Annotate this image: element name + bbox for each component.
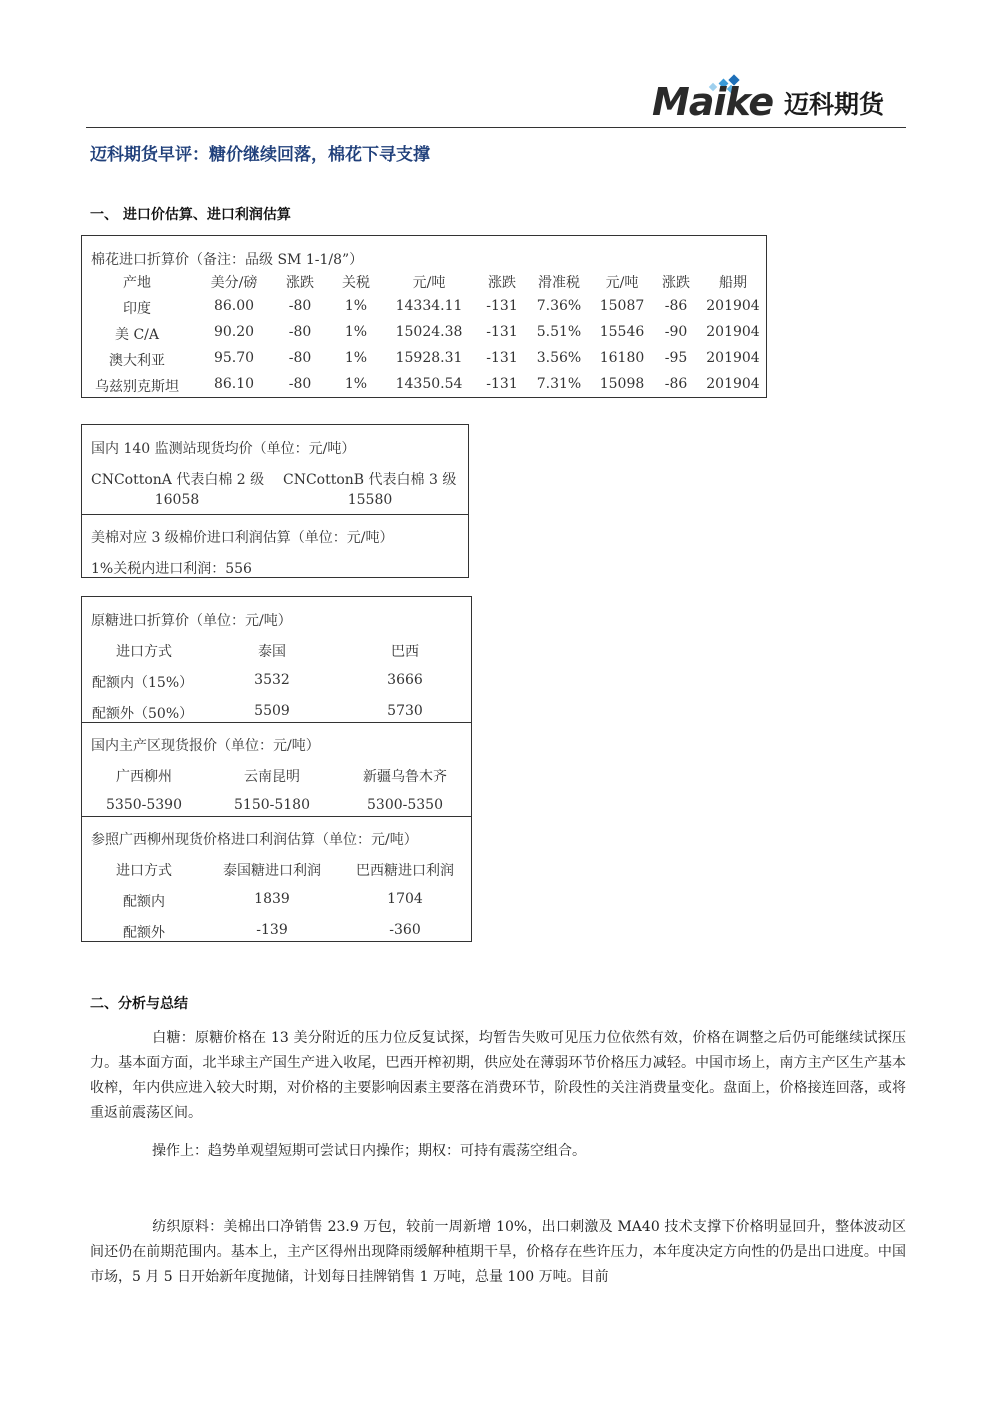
sugar-spot-region: 广西柳州 (116, 769, 172, 785)
cncotton-b-label: CNCottonB 代表白棉 3 级 (283, 472, 457, 488)
cotton-origin-cell: 澳大利亚 (109, 353, 165, 369)
domestic-cotton-table (81, 424, 469, 578)
cotton-import-cell: 1% (344, 298, 368, 314)
cotton-import-cell: 201904 (706, 376, 760, 392)
cotton-import-cell: 14350.54 (395, 376, 463, 392)
sugar-import-header: 巴西 (391, 644, 419, 660)
cotton-import-cell: 95.70 (213, 350, 255, 366)
cotton-analysis-text: 纺织原料：美棉出口净销售 23.9 万包，较前一周新增 10%，出口刺激及 MA40 技术支撑下价格明显回升，整体波动区间还仍在前期范围内。基本上，主产区得州出现降雨缓解种植期干旱，价格存在些许压力，本年度决定方向性的仍是出口进度。中国市场，5 月 5 日开始新年度抛储，计划每日挂牌销售 1 万吨，总量 100 万吨。目前 (90, 1219, 906, 1285)
sugar-profit-value: -360 (389, 922, 421, 938)
cotton-import-caption: 棉花进口折算价（备注：品级 SM 1-1/8”） (91, 252, 364, 268)
cotton-import-cell: 201904 (706, 324, 760, 340)
cotton-profit-text: 1%关税内进口利润：556 (91, 561, 252, 577)
sugar-operation-paragraph (90, 1139, 906, 1164)
cotton-import-header: 涨跌 (286, 275, 314, 291)
cotton-import-cell: -80 (288, 298, 312, 314)
cotton-import-cell: 7.36% (536, 298, 582, 314)
table-divider (82, 816, 471, 817)
cotton-import-cell: -86 (664, 376, 688, 392)
sugar-profit-caption: 参照广西柳州现货价格进口利润估算（单位：元/吨） (91, 832, 418, 848)
cotton-import-header: 美分/磅 (210, 275, 258, 291)
cotton-analysis-paragraph (90, 1215, 906, 1290)
cotton-import-cell: -131 (486, 376, 518, 392)
sugar-profit-value: 1704 (387, 891, 423, 907)
cotton-import-cell: 7.31% (536, 376, 582, 392)
cotton-import-cell: 1% (344, 324, 368, 340)
document-title: 迈科期货早评：糖价继续回落，棉花下寻支撑 (90, 145, 430, 165)
cotton-import-cell: -95 (664, 350, 688, 366)
sugar-profit-header: 进口方式 (116, 863, 172, 879)
sugar-import-value: 3666 (387, 672, 423, 688)
cotton-import-cell: 201904 (706, 298, 760, 314)
cotton-import-header: 船期 (719, 275, 747, 291)
cotton-origin-cell: 乌兹别克斯坦 (95, 379, 179, 395)
sugar-import-header: 泰国 (258, 644, 286, 660)
table-divider (82, 722, 471, 723)
logo-text-en: Maike (652, 80, 774, 124)
cncotton-b-value: 15580 (347, 492, 393, 508)
cotton-import-cell: -86 (664, 298, 688, 314)
sugar-spot-price: 5150-5180 (234, 797, 310, 813)
cotton-import-cell: -131 (486, 324, 518, 340)
sugar-analysis-paragraph (90, 1026, 906, 1126)
sugar-spot-price: 5350-5390 (106, 797, 182, 813)
company-logo (652, 82, 902, 124)
cotton-import-header: 涨跌 (488, 275, 516, 291)
sugar-profit-value: -139 (256, 922, 288, 938)
sugar-import-value: 3532 (254, 672, 290, 688)
cotton-import-cell: 3.56% (536, 350, 582, 366)
cotton-import-cell: 1% (344, 376, 368, 392)
sugar-operation-text: 操作上：趋势单观望短期可尝试日内操作；期权：可持有震荡空组合。 (152, 1143, 586, 1159)
cotton-import-cell: -90 (664, 324, 688, 340)
cotton-import-header: 滑准税 (538, 275, 580, 291)
cotton-origin-cell: 美 C/A (115, 327, 159, 343)
cotton-import-cell: -80 (288, 376, 312, 392)
sugar-import-value: 5730 (387, 703, 423, 719)
cotton-import-cell: -80 (288, 324, 312, 340)
cotton-import-cell: 15928.31 (395, 350, 463, 366)
cotton-import-cell: 5.51% (536, 324, 582, 340)
cotton-import-cell: -131 (486, 298, 518, 314)
cotton-import-header: 元/吨 (605, 275, 639, 291)
sugar-spot-caption: 国内主产区现货报价（单位：元/吨） (91, 738, 320, 754)
cotton-profit-caption: 美棉对应 3 级棉价进口利润估算（单位：元/吨） (91, 530, 394, 546)
cotton-import-cell: -131 (486, 350, 518, 366)
cotton-import-cell: 14334.11 (395, 298, 463, 314)
cotton-import-cell: 201904 (706, 350, 760, 366)
sugar-analysis-text: 白糖：原糖价格在 13 美分附近的压力位反复试探，均暂告失败可见压力位依然有效，价格在调整之后仍可能继续试探压力。基本面方面，北半球主产国生产进入收尾，巴西开榨初期，供应处在薄弱环节价格压力减轻。中国市场上，南方主产区生产基本收榨，年内供应进入较大时期，对价格的主要影响因素主要落在消费环节，阶段性的关注消费量变化。盘面上，价格接连回落，或将重返前震荡区间。 (90, 1030, 906, 1121)
cotton-import-table (81, 235, 767, 398)
sugar-table (81, 596, 472, 942)
section-1-heading: 一、 进口价估算、进口利润估算 (90, 207, 291, 223)
cotton-import-header: 元/吨 (412, 275, 446, 291)
sugar-import-header: 进口方式 (116, 644, 172, 660)
domestic-cotton-caption: 国内 140 监测站现货均价（单位：元/吨） (91, 441, 356, 457)
cotton-import-cell: 15087 (599, 298, 645, 314)
cotton-import-cell: 15546 (599, 324, 645, 340)
cotton-import-cell: 15098 (599, 376, 645, 392)
cotton-import-cell: 1% (344, 350, 368, 366)
sugar-profit-header: 泰国糖进口利润 (223, 863, 321, 879)
sugar-spot-region: 新疆乌鲁木齐 (363, 769, 447, 785)
sugar-spot-region: 云南昆明 (244, 769, 300, 785)
cncotton-a-label: CNCottonA 代表白棉 2 级 (91, 472, 265, 488)
cotton-origin-cell: 印度 (123, 301, 151, 317)
sugar-spot-price: 5300-5350 (367, 797, 443, 813)
table-divider (82, 514, 468, 515)
cotton-import-header: 关税 (342, 275, 370, 291)
sugar-import-row-label: 配额外（50%） (92, 706, 194, 722)
sugar-import-value: 5509 (254, 703, 290, 719)
logo-text-cn: 迈科期货 (784, 90, 885, 119)
sugar-import-row-label: 配额内（15%） (92, 675, 194, 691)
cotton-import-header: 涨跌 (662, 275, 690, 291)
cotton-import-cell: 86.10 (213, 376, 255, 392)
sugar-profit-row-label: 配额外 (123, 925, 165, 941)
cotton-import-header: 产地 (123, 275, 151, 291)
cotton-import-cell: -80 (288, 350, 312, 366)
cncotton-a-value: 16058 (154, 492, 200, 508)
sugar-profit-header: 巴西糖进口利润 (356, 863, 454, 879)
header-divider (86, 127, 906, 128)
sugar-profit-value: 1839 (254, 891, 290, 907)
cotton-import-cell: 90.20 (213, 324, 255, 340)
cotton-import-cell: 15024.38 (395, 324, 463, 340)
sugar-import-caption: 原糖进口折算价（单位：元/吨） (91, 613, 292, 629)
section-2-heading: 二、分析与总结 (90, 996, 188, 1012)
sugar-profit-row-label: 配额内 (123, 894, 165, 910)
cotton-import-cell: 16180 (599, 350, 645, 366)
cotton-import-cell: 86.00 (213, 298, 255, 314)
